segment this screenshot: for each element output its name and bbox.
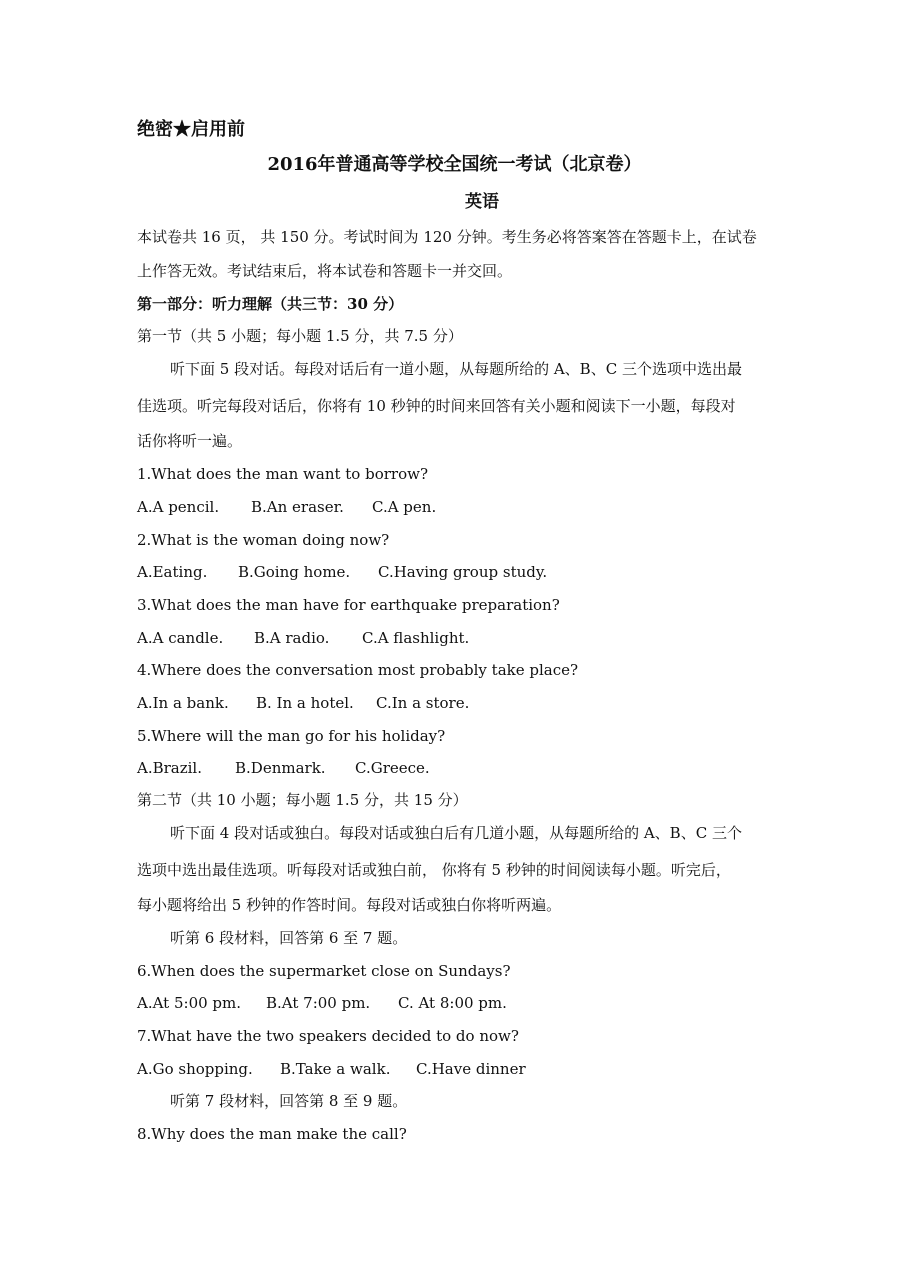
q6-option-b: B.At 7:00 pm. — [266, 994, 371, 1012]
section1-instruction-2: 佳选项。听完每段对话后，你将有 10 秒钟的时间来回答有关小题和阅读下一小题，每段对 — [137, 397, 736, 415]
question-3: 3.What does the man have for earthquake preparation? — [137, 596, 560, 614]
q3-option-c: C.A flashlight. — [362, 629, 470, 647]
question-2: 2.What is the woman doing now? — [137, 531, 390, 549]
q3-option-b: B.A radio. — [254, 629, 330, 647]
section2-instruction-2: 选项中选出最佳选项。听每段对话或独白前， 你将有 5 秒钟的时间阅读每小题。听完后， — [137, 861, 731, 879]
section2-instruction-1: 听下面 4 段对话或独白。每段对话或独白后有几道小题，从每题所给的 A、B、C 三个 — [170, 824, 742, 842]
q2-option-c: C.Having group study. — [378, 563, 548, 581]
section2-heading: 第二节（共 10 小题；每小题 1.5 分，共 15 分） — [137, 791, 468, 809]
question-8: 8.Why does the man make the call? — [137, 1125, 407, 1143]
question-4: 4.Where does the conversation most probably take place? — [137, 661, 579, 679]
question-5: 5.Where will the man go for his holiday? — [137, 727, 446, 745]
q2-option-a: A.Eating. — [137, 563, 208, 581]
q5-option-c: C.Greece. — [355, 759, 430, 777]
question-6: 6.When does the supermarket close on Sundays? — [137, 962, 511, 980]
q4-option-b: B. In a hotel. — [256, 694, 354, 712]
intro-line-2: 上作答无效。考试结束后，将本试卷和答题卡一并交回。 — [137, 262, 513, 280]
q2-option-b: B.Going home. — [238, 563, 351, 581]
section2-instruction-3: 每小题将给出 5 秒钟的作答时间。每段对话或独白你将听两遍。 — [137, 896, 562, 914]
section1-instruction-1: 听下面 5 段对话。每段对话后有一道小题，从每题所给的 A、B、C 三个选项中选出最 — [170, 360, 742, 378]
q6-option-c: C. At 8:00 pm. — [398, 994, 507, 1012]
question-1: 1.What does the man want to borrow? — [137, 465, 428, 483]
section1-heading: 第一节（共 5 小题；每小题 1.5 分，共 7.5 分） — [137, 327, 463, 345]
q1-option-b: B.An eraser. — [251, 498, 344, 516]
section1-instruction-3: 话你将听一遍。 — [137, 432, 243, 450]
material-6-instruction: 听第 6 段材料，回答第 6 至 7 题。 — [170, 929, 408, 947]
material-7-instruction: 听第 7 段材料，回答第 8 至 9 题。 — [170, 1092, 408, 1110]
exam-title: 2016年普通高等学校全国统一考试（北京卷） — [267, 154, 642, 175]
confidential-label: 绝密★启用前 — [137, 119, 245, 140]
q7-option-c: C.Have dinner — [416, 1060, 526, 1078]
question-7: 7.What have the two speakers decided to do now? — [137, 1027, 519, 1045]
q4-option-a: A.In a bank. — [137, 694, 229, 712]
q7-option-b: B.Take a walk. — [280, 1060, 391, 1078]
q7-option-a: A.Go shopping. — [137, 1060, 253, 1078]
q1-option-c: C.A pen. — [372, 498, 437, 516]
part1-heading: 第一部分：听力理解（共三节：30 分） — [137, 295, 404, 313]
q4-option-c: C.In a store. — [376, 694, 470, 712]
q5-option-b: B.Denmark. — [235, 759, 326, 777]
intro-line-1: 本试卷共 16 页， 共 150 分。考试时间为 120 分钟。考生务必将答案答在答题卡上，在试卷 — [137, 228, 757, 246]
q5-option-a: A.Brazil. — [137, 759, 203, 777]
q1-option-a: A.A pencil. — [137, 498, 220, 516]
subject-title: 英语 — [465, 192, 499, 212]
q6-option-a: A.At 5:00 pm. — [137, 994, 242, 1012]
q3-option-a: A.A candle. — [137, 629, 224, 647]
